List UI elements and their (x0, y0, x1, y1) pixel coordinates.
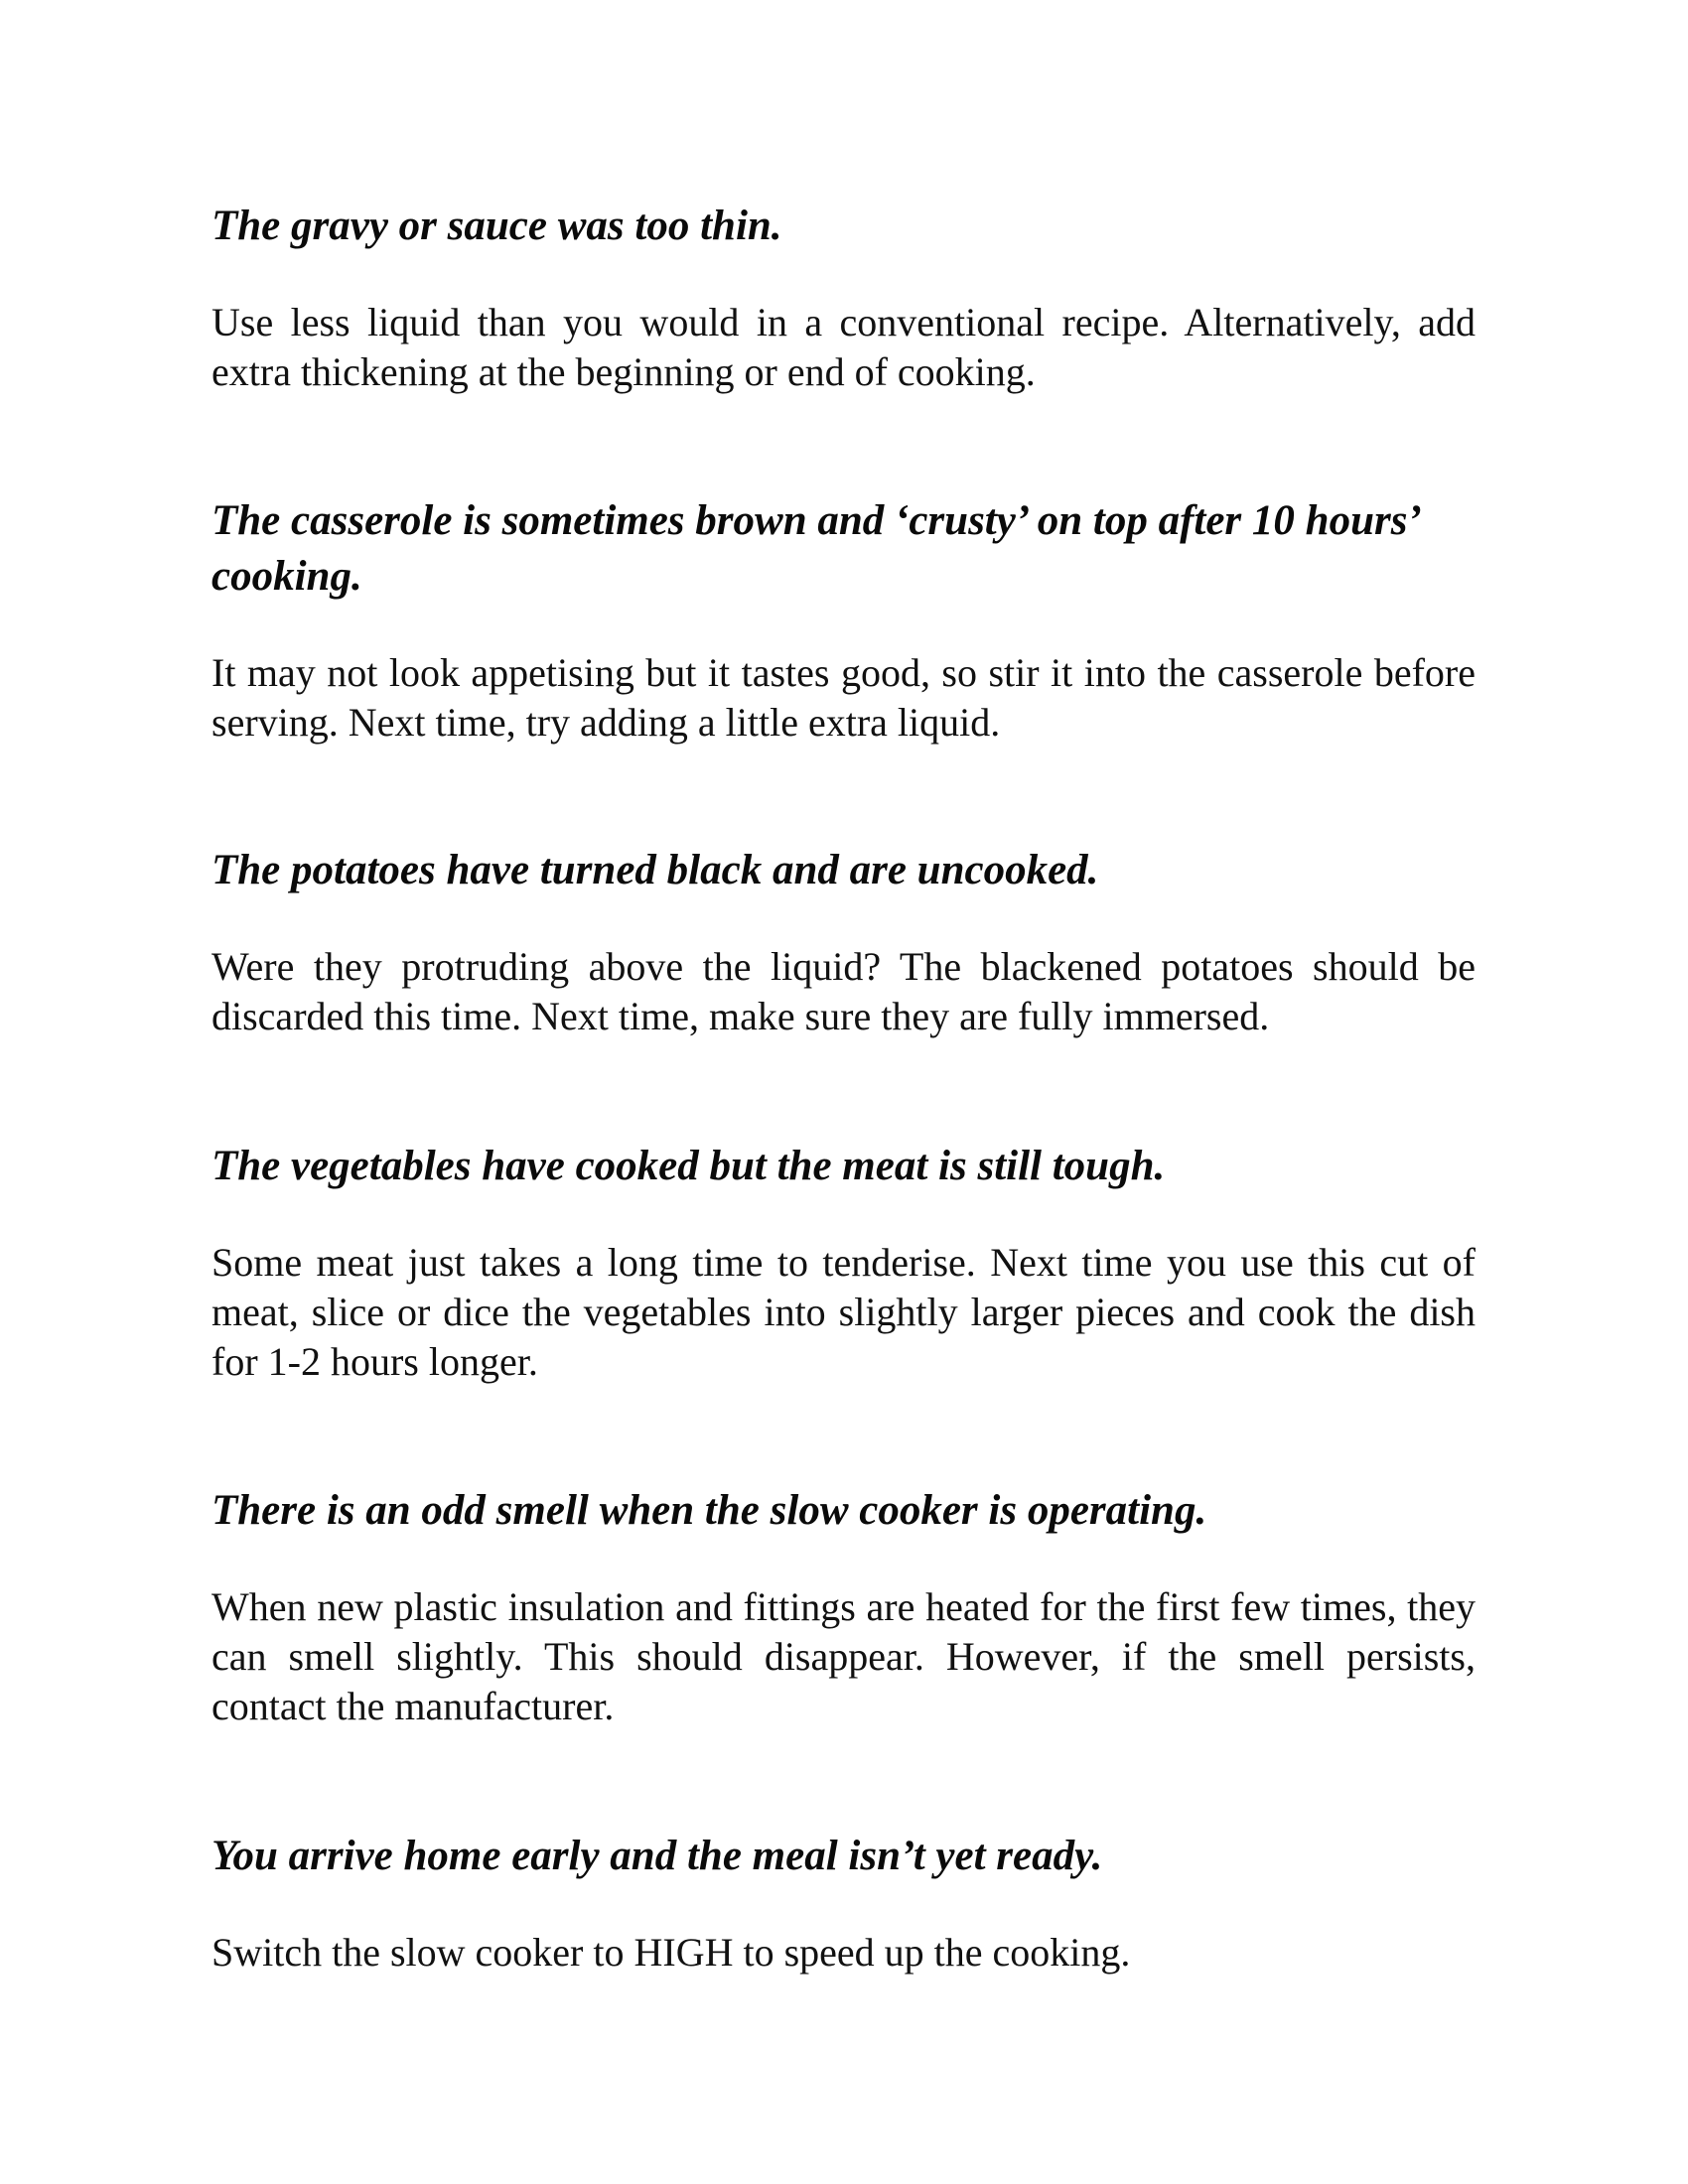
section-heading: The casserole is sometimes brown and ‘crusty’ on top after 10 hours’ cooking. (211, 497, 1419, 600)
section-body: Use less liquid than you would in a conventional recipe. Alternatively, add extra thickening at the beginning or end of cooking. (211, 300, 1476, 394)
troubleshooting-section (211, 1829, 1476, 1978)
troubleshooting-section (211, 493, 1476, 748)
troubleshooting-section (211, 843, 1476, 1041)
troubleshooting-section (211, 1483, 1476, 1731)
section-body: Were they protruding above the liquid? The blackened potatoes should be discarded this time. Next time, make sure they are fully immersed. (211, 944, 1476, 1038)
troubleshooting-section (211, 1139, 1476, 1387)
section-body: When new plastic insulation and fittings are heated for the first few times, they can smell slightly. This should disappear. However, if the smell persists, contact the manufacturer. (211, 1584, 1476, 1728)
section-heading: The gravy or sauce was too thin. (211, 203, 782, 249)
section-heading: There is an odd smell when the slow cooker is operating. (211, 1487, 1207, 1534)
section-heading: The vegetables have cooked but the meat is still tough. (211, 1143, 1166, 1189)
section-heading: You arrive home early and the meal isn’t yet ready. (211, 1833, 1103, 1879)
section-heading: The potatoes have turned black and are uncooked. (211, 847, 1099, 893)
section-body: It may not look appetising but it tastes good, so stir it into the casserole before serving. Next time, try adding a little extra liquid. (211, 650, 1476, 745)
section-body: Switch the slow cooker to HIGH to speed up the cooking. (211, 1930, 1131, 1975)
troubleshooting-section (211, 199, 1476, 397)
section-body: Some meat just takes a long time to tenderise. Next time you use this cut of meat, slice or dice the vegetables into slightly larger pieces and cook the dish for 1-2 hours longer. (211, 1240, 1476, 1384)
